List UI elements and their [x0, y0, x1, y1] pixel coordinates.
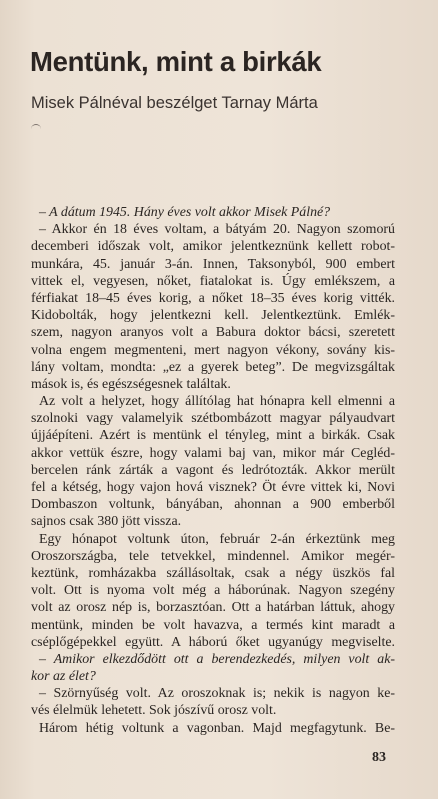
text-line: férfiakat 18–45 éves korig, a nőket 18–35 éves korig vitték. [31, 290, 395, 306]
text-line: Egy hónapot voltunk úton, február 2-án érkeztünk meg [39, 531, 395, 547]
text-line: Három hétig voltunk a vagonban. Majd megfagytunk. Be- [39, 720, 395, 736]
text-line: vittek el, vegyesen, nőket, fiatalokat is. Úgy emlékszem, a [31, 273, 395, 289]
text-line: volt az orosz nép is, borzasztóan. Ott a határban láttuk, ahogy [31, 600, 395, 616]
text-line: szolnoki vagy valamelyik szétbombázott magyar pályaudvart [31, 411, 395, 427]
text-line: volna engem megmenteni, mert nagyon vékony, sovány kis- [31, 342, 395, 358]
text-line: bercelen ránk zárták a vagont és ledrótozták. Akkor merült [31, 462, 395, 478]
text-line: akkor vettük észre, hogy valami baj van, mikor már Cegléd- [31, 445, 395, 461]
text-line: újjáépíteni. Azért is mentünk el tényleg, mint a birkák. Csak [31, 428, 395, 444]
text-line: Kidobolták, hogy jelentkezni kell. Jelentkeztünk. Emlék- [31, 308, 395, 324]
page-number: 83 [372, 750, 386, 765]
text-line: lány voltam, mondta: „ez a gyerek beteg”. De megvizsgáltak [31, 359, 395, 375]
text-line: – Amikor elkezdődött ott a berendezkedés, milyen volt ak- [39, 651, 395, 667]
article-title: Mentünk, mint a birkák [30, 46, 322, 77]
text-line: volt. Ott is nyoma volt még a háborúnak. Nagyon szegény [31, 583, 395, 599]
text-line: – Akkor én 18 éves voltam, a bátyám 20. Nagyon szomorú [39, 222, 395, 238]
text-line: mentünk, minden be volt havazva, a termés kint maradt a [31, 617, 395, 633]
text-line: vés élelmük lehetett. Sok jószívű orosz volt. [31, 703, 277, 719]
decorative-mark [31, 124, 41, 131]
text-line: decemberi időszak volt, amikor jelentkeznünk kellett robot- [31, 239, 395, 255]
text-line: – Szörnyűség volt. Az oroszoknak is; nekik is nagyon ke- [39, 686, 395, 702]
text-line: Oroszországba, tele tetvekkel, mindennel. Amikor megér- [31, 548, 395, 564]
text-line: cséplőgépekkel együtt. A háború őket ugyanúgy megviselte. [31, 634, 395, 650]
text-line: kor az élet? [31, 669, 96, 685]
text-line: Dombaszon voltunk, bányában, ahonnan a 900 emberből [31, 497, 395, 513]
text-line: sajnos csak 380 jött vissza. [31, 514, 182, 530]
text-line: mások is, és egészségesnek találtak. [31, 376, 231, 392]
text-line: keztünk, romházakba szállásoltak, csak a négy üszkös fal [31, 565, 395, 581]
article-body [31, 204, 395, 737]
text-line: szem, nagyon aranyos volt a Babura doktor bácsi, szeretett [31, 325, 395, 341]
text-line: Az volt a helyzet, hogy állítólag hat hónapra kell elmenni a [39, 394, 395, 410]
article-subtitle: Misek Pálnéval beszélget Tarnay Márta [31, 94, 318, 112]
text-line: fel a kétség, hogy vajon hová visznek? Öt évre vittek ki, Novi [31, 480, 395, 495]
text-line: – A dátum 1945. Hány éves volt akkor Misek Pálné? [39, 205, 331, 220]
text-line: munkára, 45. január 3-án. Innen, Taksonyból, 900 embert [31, 256, 395, 272]
